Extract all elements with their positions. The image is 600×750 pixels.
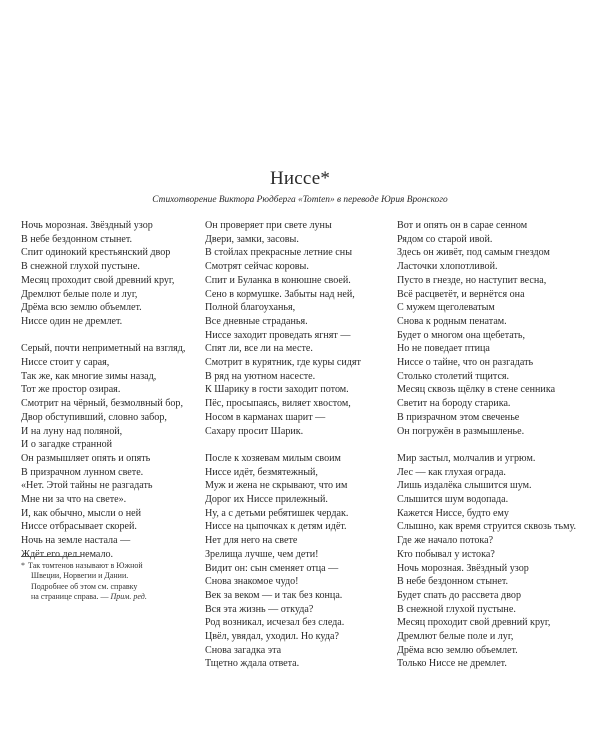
poem-line: И, как обычно, мысли о ней	[21, 507, 141, 519]
poem-line: Снова знакомое чудо!	[205, 576, 299, 588]
poem-line: Ниссе о тайне, что он разгадать	[397, 357, 534, 369]
footnote-signature: Прим. ред.	[110, 592, 147, 602]
poem-line: В снежной глухой пустыне.	[397, 603, 516, 615]
poem-line: Мне ни за что на свете».	[21, 494, 127, 506]
poem-line: Кто побывал у истока?	[397, 548, 495, 560]
poem-line: Век за веком — и так без конца.	[205, 589, 343, 601]
poem-subtitle: Стихотворение Виктора Рюдберга «Tomten» в переводе Юрия Вронского	[152, 195, 448, 205]
poem-line: Ниссе на цыпочках к детям идёт.	[205, 521, 347, 533]
poem-line: Ночь морозная. Звёздный узор	[21, 220, 153, 231]
poem-line: Месяц проходит свой древний круг,	[397, 617, 551, 629]
poem-line: Слышно, как время струится сквозь тьму.	[397, 521, 577, 533]
poem-line: Светит на бороду старика.	[397, 398, 511, 410]
poem-line: Все дневные страданья.	[205, 315, 308, 327]
poem-line: Тщетно ждала ответа.	[205, 658, 300, 670]
poem-line: Ласточки хлопотливой.	[397, 261, 498, 273]
poem-title: Ниссе*	[269, 168, 331, 189]
poem-line: Но не поведает птица	[397, 343, 490, 355]
poem-line: Муж и жена не скрывают, что им	[205, 480, 348, 492]
poem-line: Зрелища лучше, чем дети!	[205, 548, 319, 560]
poem-line: Видит он: сын сменяет отца —	[205, 562, 339, 574]
poem-line: Где же начало потока?	[397, 535, 494, 547]
poem-column-2	[205, 219, 385, 685]
poem-line: Дорог их Ниссе прилежный.	[205, 494, 328, 506]
poem-line: К Шарику в гости заходит потом.	[205, 384, 349, 396]
poem-line: Лес — как глухая ограда.	[397, 466, 506, 478]
poem-line: Ниссе идёт, безмятежный,	[205, 466, 318, 478]
poem-line: Род возникал, исчезал без следа.	[205, 617, 345, 629]
poem-line: Ниссе один не дремлет.	[21, 315, 123, 327]
poem-line: Снова загадка эта	[205, 644, 282, 656]
poem-line: С мужем щеголеватым	[397, 302, 495, 314]
poem-line: Ниссе отбрасывает скорей.	[21, 521, 137, 533]
poem-line: Спит и Буланка в конюшне своей.	[205, 274, 351, 286]
poem-line: Всё расцветёт, и вернётся она	[397, 288, 525, 300]
poem-line: В снежной глухой пустыне.	[21, 261, 140, 273]
stanza	[21, 342, 199, 561]
poem-line: Вот и опять он в сарае сенном	[397, 220, 528, 231]
poem-line: Пусто в гнезде, но наступит весна,	[397, 274, 547, 286]
poem-line: Лишь издалёка слышится шум.	[397, 480, 532, 492]
poem-line: Цвёл, увядал, уходил. Но куда?	[205, 631, 339, 643]
poem-line: Ночь на земле настала —	[21, 535, 131, 547]
poem-line: Серый, почти неприметный на взгляд,	[21, 343, 186, 355]
stanza	[397, 452, 597, 671]
poem-line: В призрачном лунном свете.	[21, 466, 144, 478]
poem-line: Сахару просит Шарик.	[205, 425, 304, 437]
poem-line: Дрёма всю землю объемлет.	[21, 302, 142, 314]
poem-line: Дрёма всю землю объемлет.	[397, 644, 518, 656]
poem-line: Он погружён в размышленье.	[397, 425, 525, 437]
poem-line: В ряд на уютном насесте.	[205, 370, 316, 382]
poem-line: Смотрят сейчас коровы.	[205, 261, 309, 273]
poem-line: И на луну над поляной,	[21, 425, 123, 437]
poem-line: Здесь он живёт, под самым гнездом	[397, 247, 550, 259]
footnote-mark: *	[21, 561, 25, 570]
poem-line: Будет о многом она щебетать,	[397, 329, 526, 341]
poem-line: В небе бездонном стынет.	[397, 576, 509, 588]
poem-line: Спит одинокий крестьянский двор	[21, 247, 171, 259]
poem-line: Дремлют белые поле и луг,	[21, 288, 138, 300]
poem-line: Вся эта жизнь — откуда?	[205, 603, 314, 615]
poem-line: Снова к родным пенатам.	[397, 315, 507, 327]
poem-line: Ну, а с детьми ребятишек чердак.	[205, 507, 349, 519]
poem-line: В призрачном этом свеченье	[397, 411, 520, 423]
poem-column-1	[21, 219, 199, 575]
poem-line: Полной благоуханья,	[205, 302, 296, 314]
stanza	[205, 219, 385, 438]
poem-line: Спят ли, все ли на месте.	[205, 343, 313, 355]
poem-line: Будет спать до рассвета двор	[397, 589, 521, 601]
poem-line: И о загадке странной	[21, 439, 113, 451]
poem-line: В небе бездонном стынет.	[21, 233, 133, 245]
footnote-divider	[21, 556, 81, 557]
poem-line: Он проверяет при свете луны	[205, 220, 332, 231]
stanza	[205, 452, 385, 671]
poem-line: Нет для него на свете	[205, 535, 298, 547]
footnote-text: на странице справа. —	[31, 592, 109, 602]
poem-line: Смотрит на чёрный, безмолвный бор,	[21, 398, 184, 410]
poem-line: Носом в карманах шарит —	[205, 411, 326, 423]
poem-line: Тот же простор озирая.	[21, 384, 121, 396]
stanza	[397, 219, 597, 438]
poem-line: Месяц проходит свой древний круг,	[21, 274, 175, 286]
poem-line: Так же, как многие зимы назад,	[21, 370, 157, 382]
poem-line: Пёс, просыпаясь, виляет хвостом,	[205, 398, 351, 410]
poem-line: Рядом со старой ивой.	[397, 233, 493, 245]
footnote-line-1	[21, 561, 191, 571]
poem-line: Ниссе заходит проведать ягнят —	[205, 329, 351, 341]
footnote-text: Так томтенов называют в Южной	[28, 561, 143, 570]
poem-column-3	[397, 219, 597, 685]
poem-line: Смотрит в курятник, где куры сидят	[205, 357, 361, 369]
poem-line: Двери, замки, засовы.	[205, 233, 299, 245]
poem-line: Столько столетий тщится.	[397, 370, 510, 382]
poem-line: Мир застыл, молчалив и угрюм.	[397, 452, 536, 464]
poem-line: Слышится шум водопада.	[397, 494, 509, 506]
poem-line: Он размышляет опять и опять	[21, 452, 151, 464]
poem-line: Только Ниссе не дремлет.	[397, 658, 507, 670]
poem-line: Двор обступивший, словно забор,	[21, 411, 167, 423]
poem-line: «Нет. Этой тайны не разгадать	[21, 480, 153, 492]
poem-line: Дремлют белые поле и луг,	[397, 631, 514, 643]
poem-line: Месяц сквозь щёлку в стене сенника	[397, 384, 556, 396]
poem-line: Ночь морозная. Звёздный узор	[397, 562, 529, 574]
footnote	[21, 561, 191, 603]
poem-line: После к хозяевам милым своим	[205, 452, 341, 464]
poem-line: Ждёт его дел немало.	[21, 548, 114, 560]
poem-line: В стойлах прекрасные летние сны	[205, 247, 352, 259]
poem-line: Сено в кормушке. Забыты над ней,	[205, 288, 355, 300]
poem-line: Кажется Ниссе, будто ему	[397, 507, 509, 519]
poem-line: Ниссе стоит у сарая,	[21, 357, 110, 369]
footnote-line-4	[21, 592, 191, 602]
footnote-line-3: Подробнее об этом см. справку	[31, 581, 138, 591]
stanza	[21, 219, 199, 329]
footnote-line-2: Швеции, Норвегии и Дании.	[31, 571, 129, 581]
